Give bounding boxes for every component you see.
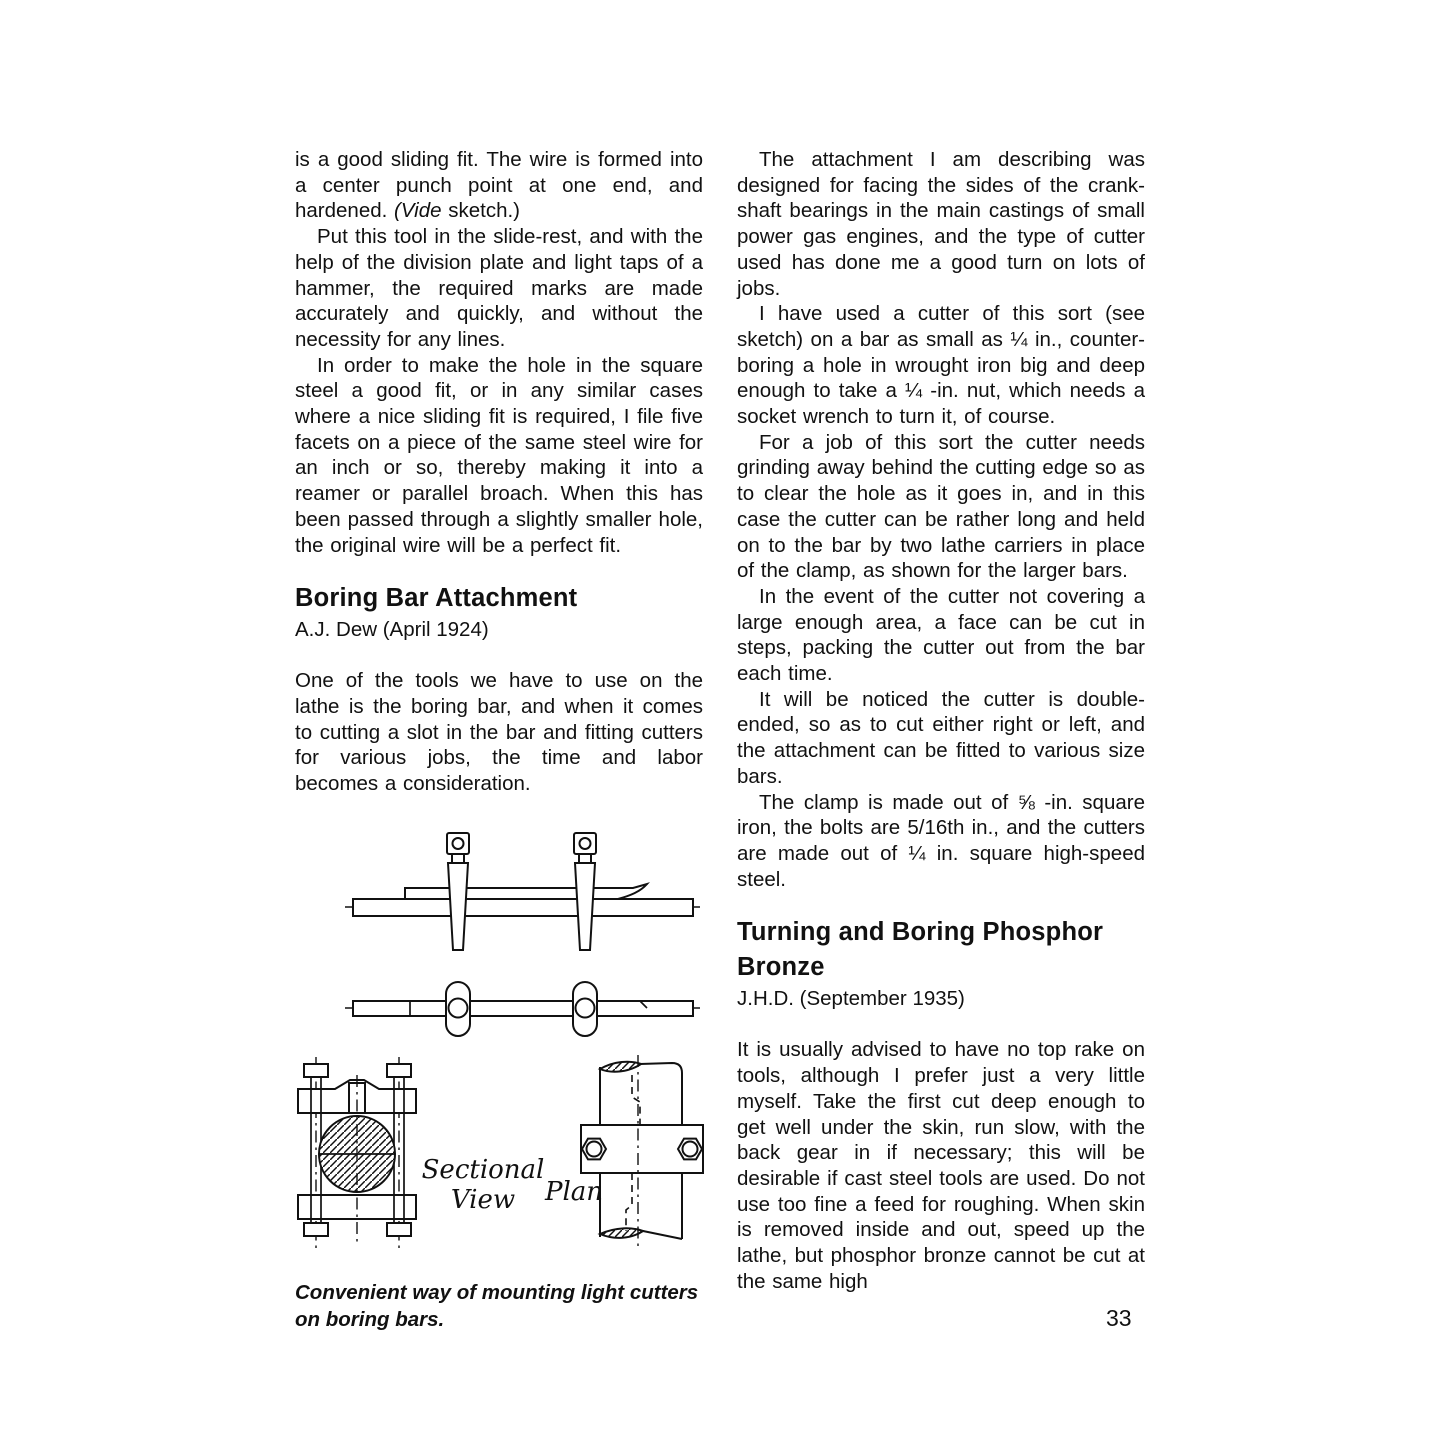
cutter-left-plan bbox=[446, 982, 470, 1036]
figure-bottom-row bbox=[295, 1055, 703, 1253]
figure-boring-bar bbox=[295, 823, 703, 1333]
byline-dew: A.J. Dew (April 1924) bbox=[295, 618, 489, 642]
paragraph-text: sketch.) bbox=[441, 199, 520, 223]
paragraph-boring-bar-intro: One of the tools we have to use on the lathe is the boring bar, and when it comes to cutting a slot in the bar and fitting cutters for various jobs, the time and labor becomes a consideration. bbox=[295, 669, 703, 796]
left-column bbox=[295, 147, 703, 1333]
heading-boring-bar-attachment: Boring Bar Attachment bbox=[295, 584, 578, 613]
paragraph-text: is a good sliding fit. The wire is formed into a center punch point at one end, and hardened. bbox=[295, 148, 703, 223]
byline-jhd: J.H.D. (September 1935) bbox=[737, 987, 965, 1011]
label-sectional-line2: View bbox=[450, 1184, 516, 1215]
paragraph-grinding: For a job of this sort the cutter needs grinding away behind the cutting edge so as to clear the hole as it goes in, and in this case the cutter can be rather long and held on to the bar by two lathe carriers in place of the clamp, as shown for the larger bars. bbox=[737, 430, 1145, 583]
figure-caption: Convenient way of mounting light cutters on boring bars. bbox=[295, 1280, 699, 1331]
cutter-left bbox=[447, 833, 469, 950]
label-plan: Plan bbox=[545, 1176, 604, 1207]
paragraph-double-ended: It will be noticed the cutter is double-ended, so as to cut either right or left, and the attachment can be fitted to various size bars. bbox=[737, 687, 1145, 788]
vide-italic-text: (Vide bbox=[394, 199, 442, 223]
clamp-plan-drawing bbox=[580, 1055, 705, 1253]
paragraph-steps: In the event of the cutter not covering a large enough area, a face can be cut in steps, packing the cutter out from the bar each time. bbox=[737, 584, 1145, 686]
paragraph-square-steel: In order to make the hole in the square steel a good fit, or in any similar cases where a nice sliding fit is required, I file five facets on a piece of the same steel wire for an inch or so, thereby making it into a reamer or parallel broach. When this has been passed through a slightly smaller hole, the original wire will be a perfect fit. bbox=[295, 353, 703, 557]
label-sectional-view bbox=[421, 1155, 545, 1215]
plan-view-drawing bbox=[295, 979, 703, 1039]
right-column bbox=[737, 147, 1145, 1294]
clamp-bolt-right bbox=[678, 1138, 702, 1159]
label-sectional-line1: Sectional bbox=[421, 1154, 545, 1185]
paragraph-top-rake: It is usually advised to have no top rake on tools, although I prefer just a very little myself. Take the first cut deep enough to get well under the skin, run slow, with the back gear in if necessary; this will be desirable if cast steel tools are used. Do not use too fine a feed for roughing. When skin is removed inside and out, speed up the lathe, but phosphor bronze cannot be cut at the same high bbox=[737, 1038, 1145, 1293]
sectional-view-drawing bbox=[295, 1055, 435, 1253]
paragraph-slide-rest: Put this tool in the slide-rest, and with the help of the division plate and light taps of a hammer, the required marks are made accurately and quickly, and without the necessity for any lines. bbox=[295, 225, 703, 351]
cutter-right bbox=[574, 833, 596, 950]
page-number: 33 bbox=[1106, 1305, 1132, 1331]
paragraph-cutter-used: I have used a cutter of this sort (see sketch) on a bar as small as ¼ in., counter-boring a hole in wrought iron big and deep enough to take a ¼ -in. nut, which needs a socket wrench to turn it, of course. bbox=[737, 302, 1145, 429]
clamp-bolt-left bbox=[582, 1138, 606, 1159]
cutter-right-plan bbox=[573, 982, 597, 1036]
paragraph-attachment-described: The attachment I am describing was designed for facing the sides of the crank-shaft bearings in the main castings of small power gas engines, and the type of cutter used has done me a good turn on lots of jobs. bbox=[737, 148, 1145, 300]
heading-phosphor-bronze: Turning and Boring Phosphor Bronze bbox=[737, 918, 1104, 982]
paragraph-sliding-fit bbox=[295, 147, 703, 224]
paragraph-clamp-material: The clamp is made out of ⅝ -in. square iron, the bolts are 5/16th in., and the cutters are made out of ¼ in. square high-speed steel. bbox=[737, 790, 1145, 891]
side-view-drawing bbox=[295, 823, 703, 973]
